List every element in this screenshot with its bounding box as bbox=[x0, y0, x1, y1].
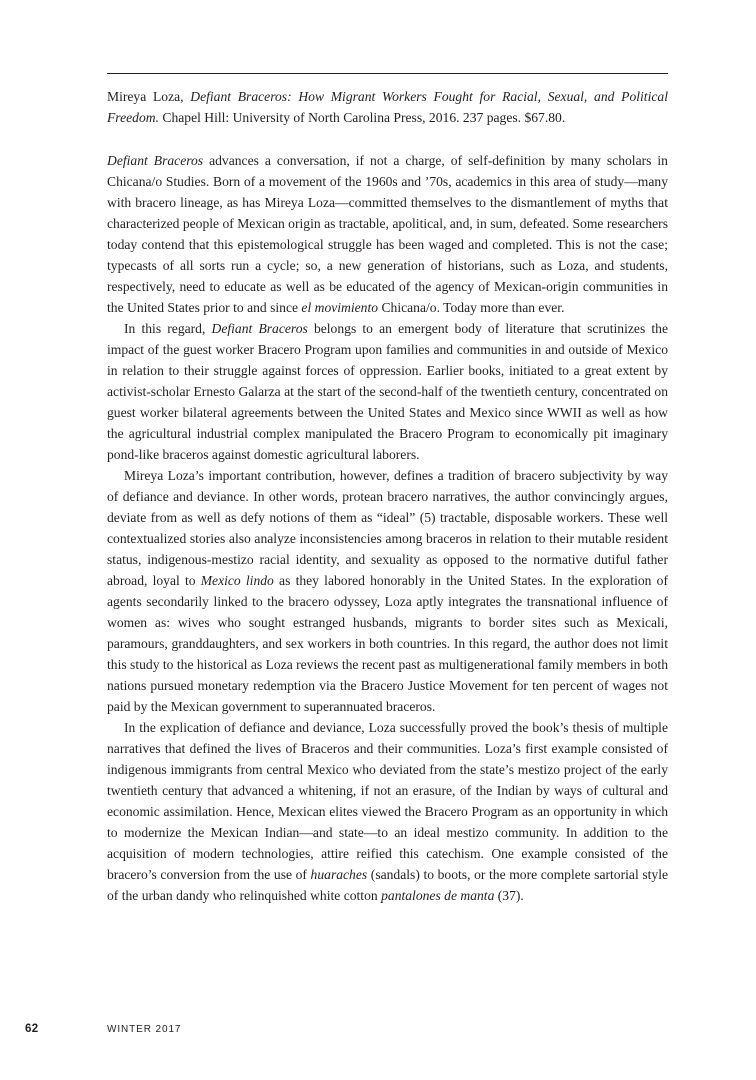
text-run: belongs to an emergent body of literature that scrutinizes the impact of the guest worker Bracero Program upon families and communities in and outside of Mexico in relation to their struggle against forces of oppression. Earlier books, initiated to a great extent by activist-scholar Ernesto Galarza at the start of the second-half of the twentieth century, concentrated on guest worker bilateral agreements between the United States and Mexico since WWII as well as how the agricultural industrial complex manipulated the Bracero Program to economically pit imaginary pond-like braceros against domestic agricultural laborers. bbox=[107, 321, 668, 462]
citation-publication: Chapel Hill: University of North Carolina Press, 2016. 237 pages. $67.80. bbox=[162, 110, 566, 125]
italic-text: huaraches bbox=[310, 867, 368, 882]
italic-text: el movimiento bbox=[301, 300, 379, 315]
body-paragraph bbox=[107, 717, 668, 906]
review-body bbox=[107, 150, 668, 906]
text-run: In the explication of defiance and deviance, Loza successfully proved the book’s thesis of multiple narratives that defined the lives of Braceros and their communities. Loza’s first example consisted of indigenous immigrants from central Mexico who deviated from the state’s mestizo project of the early twentieth century that advanced a whitening, if not an erasure, of the Indian by ways of cultural and economic assimilation. Hence, Mexican elites viewed the Bracero Program as an opportunity in which to modernize the Mexican Indian—and state—to an ideal mestizo community. In addition to the acquisition of modern technologies, attire reified this catechism. One example consisted of the bracero’s conversion from the use of bbox=[107, 720, 668, 882]
page-number: 62 bbox=[25, 1023, 39, 1035]
citation-author: Mireya Loza, bbox=[107, 89, 184, 104]
text-run: Mireya Loza’s important contribution, however, defines a tradition of bracero subjectivity by way of defiance and deviance. In other words, protean bracero narratives, the author convincingly argues, deviate from as well as defy notions of them as “ideal” (5) tractable, disposable workers. These well contextualized stories also analyze inconsistencies among braceros in relation to their mutable resident status, indigenous-mestizo racial identity, and sexuality as opposed to the normative dutiful father abroad, loyal to bbox=[107, 468, 668, 588]
italic-text: pantalones de manta bbox=[381, 888, 495, 903]
italic-text: Defiant Braceros bbox=[211, 321, 308, 336]
text-run: as they labored honorably in the United States. In the exploration of agents secondarily linked to the bracero odyssey, Loza aptly integrates the transnational influence of women as: wives who sought estranged husbands, migrants to border sites such as Mexicali, paramours, granddaughters, and sex workers in both countries. In this regard, the author does not limit this study to the historical as Loza reviews the recent past as multigenerational family members in both nations pursued monetary redemption via the Bracero Justice Movement for ten percent of wages not paid by the Mexican government to superannuated braceros. bbox=[107, 573, 668, 714]
issue-label: WINTER 2017 bbox=[107, 1024, 182, 1035]
citation-title: Defiant Braceros: How Migrant Workers Fought for Racial, Sexual, and Political Freedom. bbox=[107, 89, 668, 125]
book-citation bbox=[107, 86, 668, 128]
text-run: advances a conversation, if not a charge, of self-definition by many scholars in Chicana/o Studies. Born of a movement of the 1960s and ’70s, academics in this area of study—many with bracero lineage, as has Mireya Loza—committed themselves to the dismantlement of myths that characterized people of Mexican origin as tractable, apolitical, and, in sum, defeated. Some researchers today contend that this epistemological struggle has been waged and completed. This is not the case; typecasts of all sorts run a cycle; so, a new generation of historians, such as Loza, and students, respectively, need to educate as well as be educated of the agency of Mexican-origin communities in the United States prior to and since bbox=[107, 153, 668, 315]
text-run: (sandals) to boots, or the more complete sartorial style of the urban dandy who relinquished white cotton bbox=[107, 867, 668, 903]
text-run: Chicana/o. Today more than ever. bbox=[378, 300, 565, 315]
header-rule bbox=[107, 73, 668, 74]
body-paragraph bbox=[107, 150, 668, 318]
body-paragraph bbox=[107, 465, 668, 717]
italic-text: Defiant Braceros bbox=[107, 153, 204, 168]
body-paragraph bbox=[107, 318, 668, 465]
italic-text: Mexico lindo bbox=[200, 573, 274, 588]
text-run: (37). bbox=[494, 888, 524, 903]
text-run: In this regard, bbox=[124, 321, 212, 336]
